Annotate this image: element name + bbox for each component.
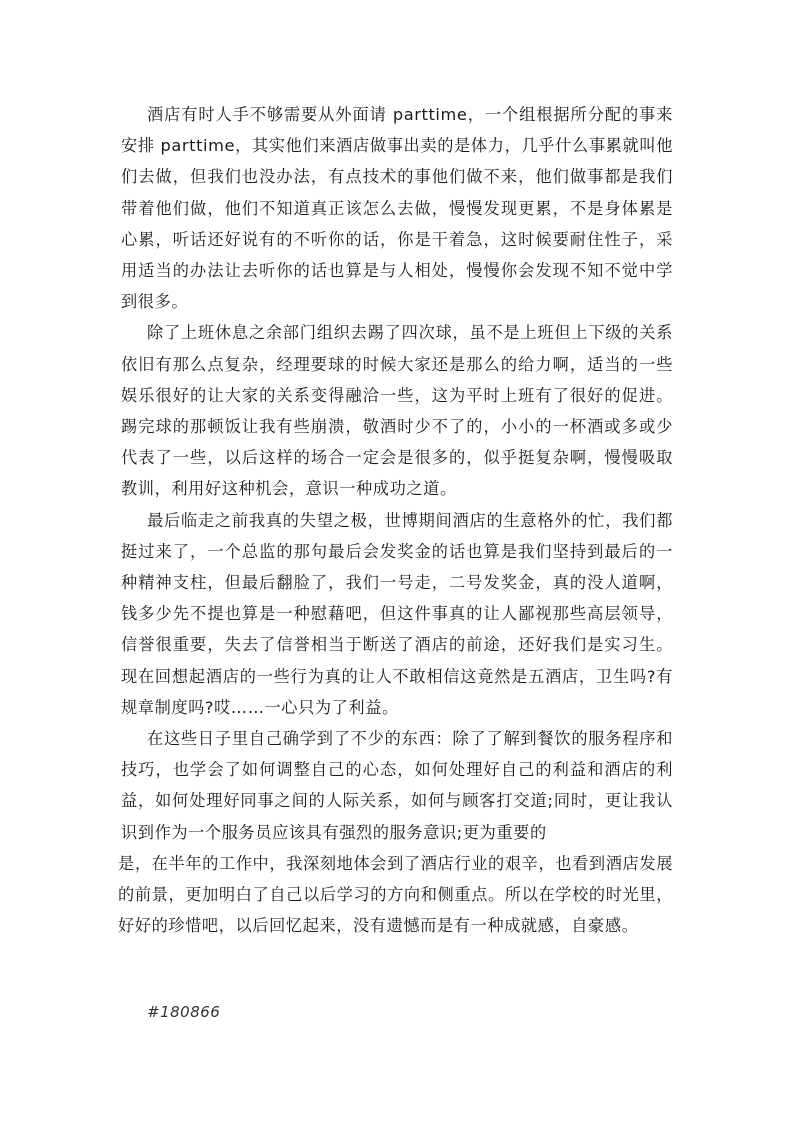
paragraph-leaving: 最后临走之前我真的失望之极，世博期间酒店的生意格外的忙，我们都挺过来了，一个总监的那句最后会发奖金的话也算是我们坚持到最后的一种精神支柱，但最后翻脸了，我们一号走，二号发奖金，真的没人道啊，钱多少先不提也算是一种慰藉吧，但这件事真的让人鄙视那些高层领导，信誉很重要，失去了信誉相当于断送了酒店的前途，还好我们是实习生。现在回想起酒店的一些行为真的让人不敢相信这竟然是五酒店，卫生吗?有规章制度吗?哎……一心只为了利益。: [121, 510, 673, 717]
paragraph-parttime: 酒店有时人手不够需要从外面请 parttime，一个组根据所分配的事来安排 parttime，其实他们来酒店做事出卖的是体力，几乎什么事累就叫他们去做，但我们也没办法，有点技术的事他们做不来，他们做事都是我们带着他们做，他们不知道真正该怎么去做，慢慢发现更累，不是身体累是心累，听话还好说有的不听你的话，你是干着急，这时候要耐住性子，采用适当的办法让去听你的话也算是与人相处，慢慢你会发现不知不觉中学到很多。: [121, 105, 673, 312]
document-id: #180866: [147, 1003, 221, 1021]
paragraph-learning-continued: 是，在半年的工作中，我深刻地体会到了酒店行业的艰辛，也看到酒店发展的前景，更加明白了自己以后学习的方向和侧重点。所以在学校的时光里，好好的珍惜吧，以后回忆起来，没有遗憾而是有一种成就感，自豪感。: [118, 853, 673, 936]
document-body: [118, 99, 673, 941]
paragraph-learning: 在这些日子里自己确学到了不少的东西：除了了解到餐饮的服务程序和技巧，也学会了如何调整自己的心态，如何处理好自己的利益和酒店的利益，如何处理好同事之间的人际关系，如何与顾客打交道;同时，更让我认识到作为一个服务员应该具有强烈的服务意识;更为重要的: [121, 729, 673, 842]
paragraph-football: 除了上班休息之余部门组织去踢了四次球，虽不是上班但上下级的关系依旧有那么点复杂，经理要球的时候大家还是那么的给力啊，适当的一些娱乐很好的让大家的关系变得融洽一些，这为平时上班有了很好的促进。踢完球的那顿饭让我有些崩溃，敬酒时少不了的，小小的一杯酒或多或少代表了一些，以后这样的场合一定会是很多的，似乎挺复杂啊，慢慢吸取教训，利用好这种机会，意识一种成功之道。: [121, 323, 673, 499]
